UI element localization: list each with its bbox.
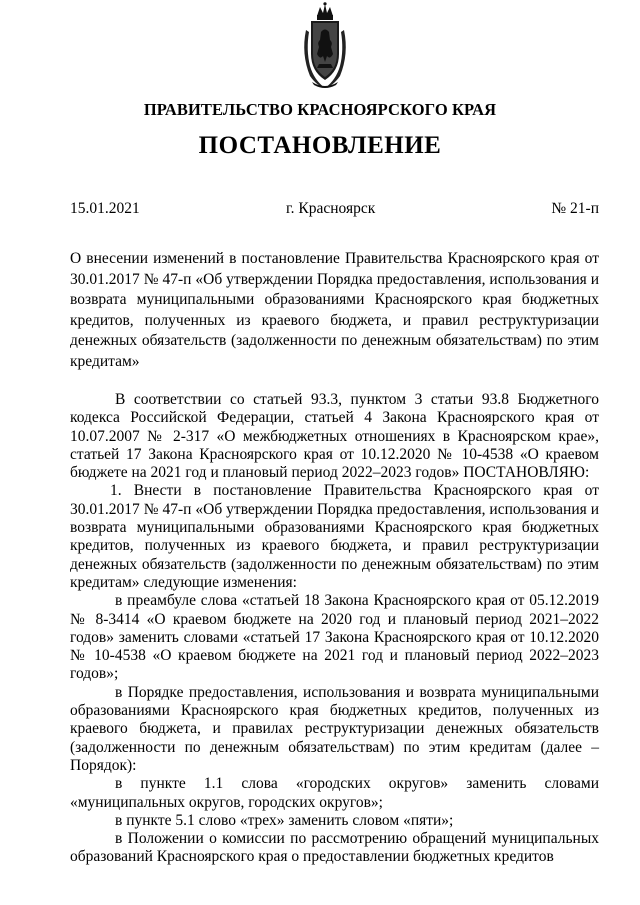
organization-title: ПРАВИТЕЛЬСТВО КРАСНОЯРСКОГО КРАЯ bbox=[143, 100, 497, 119]
body-paragraph: в пункте 1.1 слова «городских округов» заменить словами «муниципальных округов, городских округов»; bbox=[70, 775, 599, 811]
document-type-title: ПОСТАНОВЛЕНИЕ bbox=[198, 132, 442, 159]
document-subject: О внесении изменений в постановление Правительства Красноярского края от 30.01.2017 № 47-п «Об утверждении Порядка предоставления, использования и возврата муниципальными образованиями Красноярского края бюджетных кредитов, полученных из краевого бюджета, и правил реструктуризации денежных обязательств (задолженности по денежным обязательствам) по этим кредитам» bbox=[70, 250, 599, 370]
document-date: 15.01.2021 bbox=[70, 200, 140, 217]
body-paragraph: 1. Внести в постановление Правительства Красноярского края от 30.01.2017 № 47-п «Об утверждении Порядка предоставления, использования и возврата муниципальными образованиями Красноярского края бюджетных кредитов, полученных из краевого бюджета, и правил реструктуризации денежных обязательств (задолженности по денежным обязательствам) по этим кредитам» следующие изменения: bbox=[70, 482, 599, 591]
document-number: № 21-п bbox=[551, 200, 599, 217]
body-paragraph: в Положении о комиссии по рассмотрению обращений муниципальных образований Красноярского края о предоставлении бюджетных кредитов bbox=[70, 830, 599, 866]
document-meta bbox=[70, 200, 599, 220]
body-paragraph: в Порядке предоставления, использования и возврата муниципальными образованиями Красноярского края бюджетных кредитов, полученных из краевого бюджета, и правилах реструктуризации денежных обязательств (задолженности по денежным обязательствам) по этим кредитам (далее – Порядок): bbox=[70, 683, 599, 774]
body-paragraph: в преамбуле слова «статьей 18 Закона Красноярского края от 05.12.2019 № 8-3414 «О краевом бюджете на 2020 год и плановый период 2021–2022 годов» заменить словами «статьей 17 Закона Красноярского края от 10.12.2020 № 10-4538 «О краевом бюджете на 2021 год и плановый период 2022–2023 годов»; bbox=[70, 592, 599, 683]
body-paragraph: В соответствии со статьей 93.3, пунктом 3 статьи 93.8 Бюджетного кодекса Российской Федерации, статьей 4 Закона Красноярского края от 10.07.2007 № 2-317 «О межбюджетных отношениях в Красноярском крае», статьей 17 Закона Красноярского края от 10.12.2020 № 10-4538 «О краевом бюджете на 2021 год и плановый период 2022–2023 годов» ПОСТАНОВЛЯЮ: bbox=[70, 391, 599, 482]
document-body bbox=[70, 391, 599, 867]
document-city: г. Красноярск bbox=[286, 200, 376, 217]
body-paragraph: в пункте 5.1 слово «трех» заменить словом «пяти»; bbox=[115, 811, 454, 829]
coat-of-arms-emblem bbox=[300, 2, 350, 90]
